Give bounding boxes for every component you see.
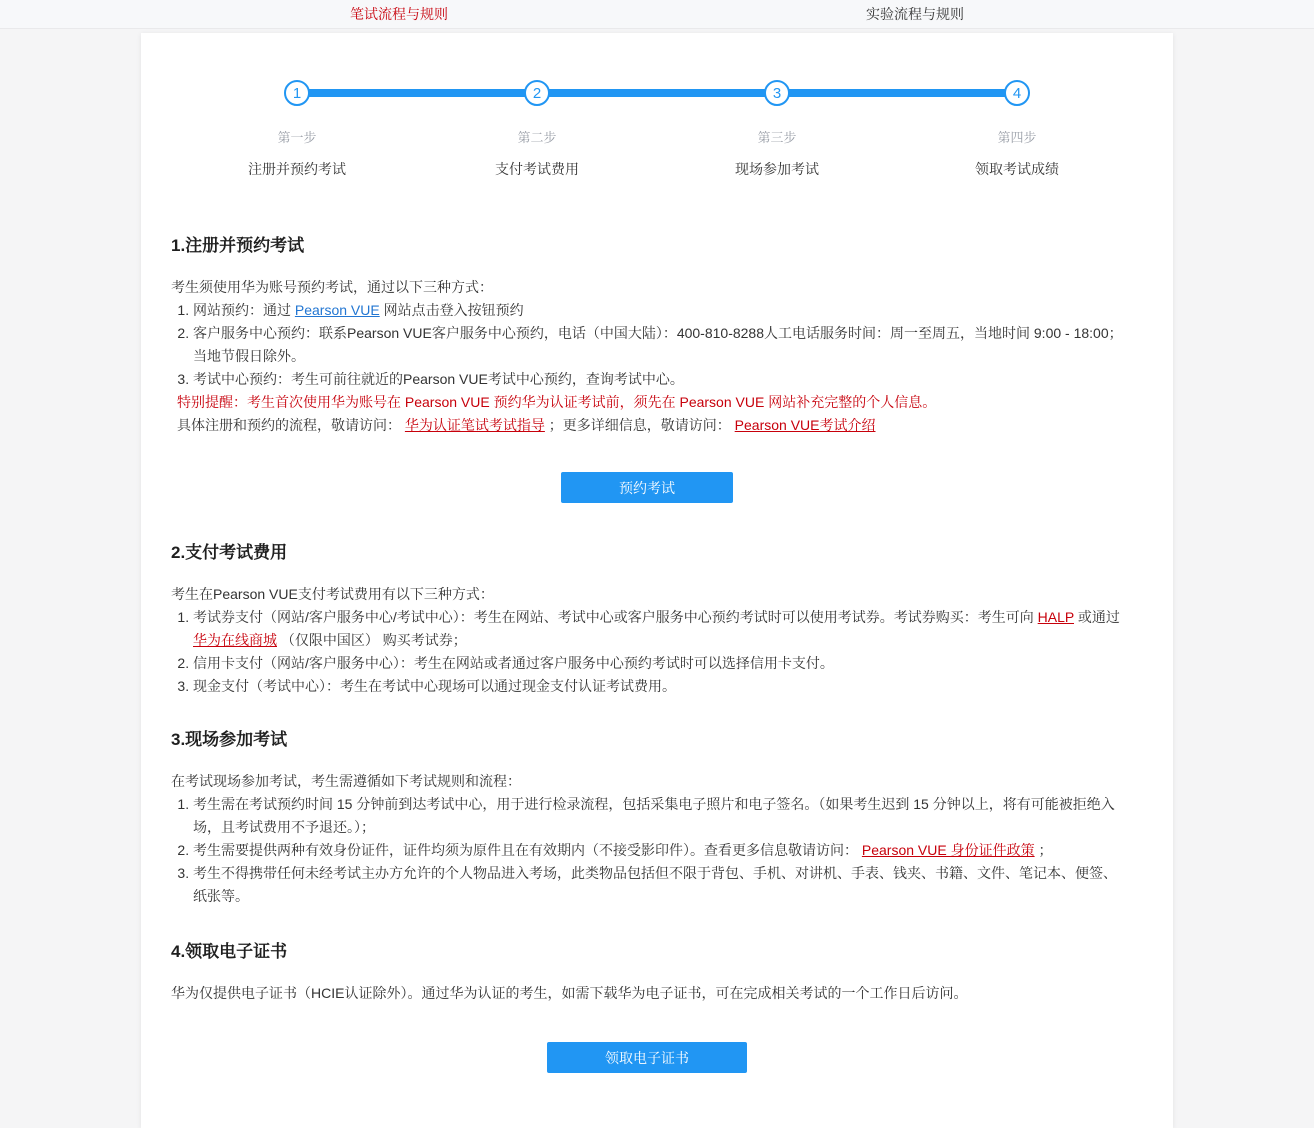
- section-3-item-1: 1. 考生需在考试预约时间 15 分钟前到达考试中心，用于进行检录流程，包括采集电子照片和电子签名。（如果考生迟到 15 分钟以上，将有可能被拒绝入场，且考试费用不予退还。）；: [193, 793, 1123, 839]
- step-3-label: 第三步: [757, 130, 797, 145]
- section-1-heading: 1.注册并预约考试: [171, 236, 305, 255]
- section-3-heading: 3.现场参加考试: [171, 730, 288, 749]
- tab-container: [141, 0, 1173, 28]
- step-4-circle: 4: [1004, 80, 1030, 106]
- section-2-item-1-text-post: （仅限中国区） 购买考试券；: [277, 632, 467, 648]
- tab-lab-exam-rules[interactable]: 实验流程与规则: [866, 6, 964, 22]
- section-2-item-1-text-pre: 考试券支付（网站/客户服务中心/考试中心）：考生在网站、考试中心或客户服务中心预约考试时可以使用考试券。考试券购买：考生可向: [193, 609, 1038, 625]
- step-1: [177, 80, 417, 179]
- section-1-item-1-text-post: 网站点击登入按钮预约: [379, 302, 524, 318]
- halp-link[interactable]: HALP: [1037, 609, 1074, 625]
- section-2-item-3: 3. 现金支付（考试中心）：考生在考试中心现场可以通过现金支付认证考试费用。: [193, 675, 1123, 698]
- section-1-guide-mid: ；更多详细信息，敬请访问：: [544, 417, 735, 433]
- step-4-name: 领取考试成绩: [975, 161, 1059, 177]
- book-exam-button[interactable]: 预约考试: [561, 472, 733, 503]
- exam-process-stepper: [177, 33, 1137, 179]
- section-2-item-1: [193, 606, 1123, 652]
- get-e-certificate-button[interactable]: 领取电子证书: [547, 1042, 747, 1073]
- step-4-label: 第四步: [997, 130, 1037, 145]
- step-4: [897, 80, 1137, 179]
- step-2-name: 支付考试费用: [495, 161, 579, 177]
- sections-content: [141, 234, 1173, 1073]
- section-1-item-1-text-pre: 网站预约：通过: [193, 302, 295, 318]
- section-1-list: [171, 299, 1123, 391]
- section-2-intro: 考生在Pearson VUE支付考试费用有以下三种方式：: [171, 586, 494, 602]
- section-3-item-3: 3. 考生不得携带任何未经考试主办方允许的个人物品进入考场，此类物品包括但不限于背包、手机、对讲机、手表、钱夹、书籍、文件、笔记本、便签、纸张等。: [193, 862, 1123, 908]
- section-4-intro: 华为仅提供电子证书（HCIE认证除外）。通过华为认证的考生，如需下载华为电子证书，可在完成相关考试的一个工作日后访问。: [171, 985, 968, 1001]
- section-3-item-2-text-pre: 考生需要提供两种有效身份证件，证件均须为原件且在有效期内（不接受影印件）。查看更多信息敬请访问：: [193, 842, 862, 858]
- section-2-item-1-text-mid: 或通过: [1074, 609, 1120, 625]
- step-3-name: 现场参加考试: [735, 161, 819, 177]
- section-2-item-2: 2. 信用卡支付（网站/客户服务中心）：考生在网站或者通过客户服务中心预约考试时可以选择信用卡支付。: [193, 652, 1123, 675]
- step-3-circle: 3: [764, 80, 790, 106]
- section-1-item-2: 2. 客户服务中心预约：联系Pearson VUE客户服务中心预约，电话（中国大陆）：400-810-8288人工电话服务时间：周一至周五，当地时间 9:00 - 18:00；当地节假日除外。: [193, 322, 1123, 368]
- pearson-vue-link[interactable]: Pearson VUE: [294, 302, 380, 318]
- step-2-circle: 2: [524, 80, 550, 106]
- written-exam-guide-link[interactable]: 华为认证笔试考试指导: [404, 417, 545, 433]
- section-2-heading: 2.支付考试费用: [171, 543, 288, 562]
- section-3-intro: 在考试现场参加考试，考生需遵循如下考试规则和流程：: [171, 773, 521, 789]
- tab-written-exam-rules[interactable]: 笔试流程与规则: [350, 6, 448, 22]
- section-1-guide-line: [177, 414, 1123, 437]
- section-4-heading: 4.领取电子证书: [171, 942, 288, 961]
- content-card: [141, 33, 1173, 1128]
- section-3-item-2: [193, 839, 1123, 862]
- step-1-label: 第一步: [277, 130, 317, 145]
- step-2-label: 第二步: [517, 130, 557, 145]
- pearson-vue-exam-intro-link[interactable]: Pearson VUE考试介绍: [734, 417, 876, 433]
- id-policy-link[interactable]: Pearson VUE 身份证件政策: [861, 842, 1035, 858]
- step-2: [417, 80, 657, 179]
- section-1-item-3: 3. 考试中心预约：考生可前往就近的Pearson VUE考试中心预约，查询考试中心。: [193, 368, 1123, 391]
- section-1-intro: 考生须使用华为账号预约考试，通过以下三种方式：: [171, 279, 493, 295]
- step-3: [657, 80, 897, 179]
- section-3-item-2-text-post: ；: [1034, 842, 1053, 858]
- section-1-special-reminder: 特别提醒：考生首次使用华为账号在 Pearson VUE 预约华为认证考试前，须先在 Pearson VUE 网站补充完整的个人信息。: [177, 394, 937, 410]
- top-tab-bar: [0, 0, 1314, 29]
- step-1-circle: 1: [284, 80, 310, 106]
- section-2-list: [171, 606, 1123, 698]
- huawei-online-store-link[interactable]: 华为在线商城: [193, 632, 277, 648]
- section-3-list: [171, 793, 1123, 908]
- section-1-item-1: [193, 299, 1123, 322]
- step-1-name: 注册并预约考试: [248, 161, 346, 177]
- section-1-guide-pre: 具体注册和预约的流程，敬请访问：: [177, 417, 405, 433]
